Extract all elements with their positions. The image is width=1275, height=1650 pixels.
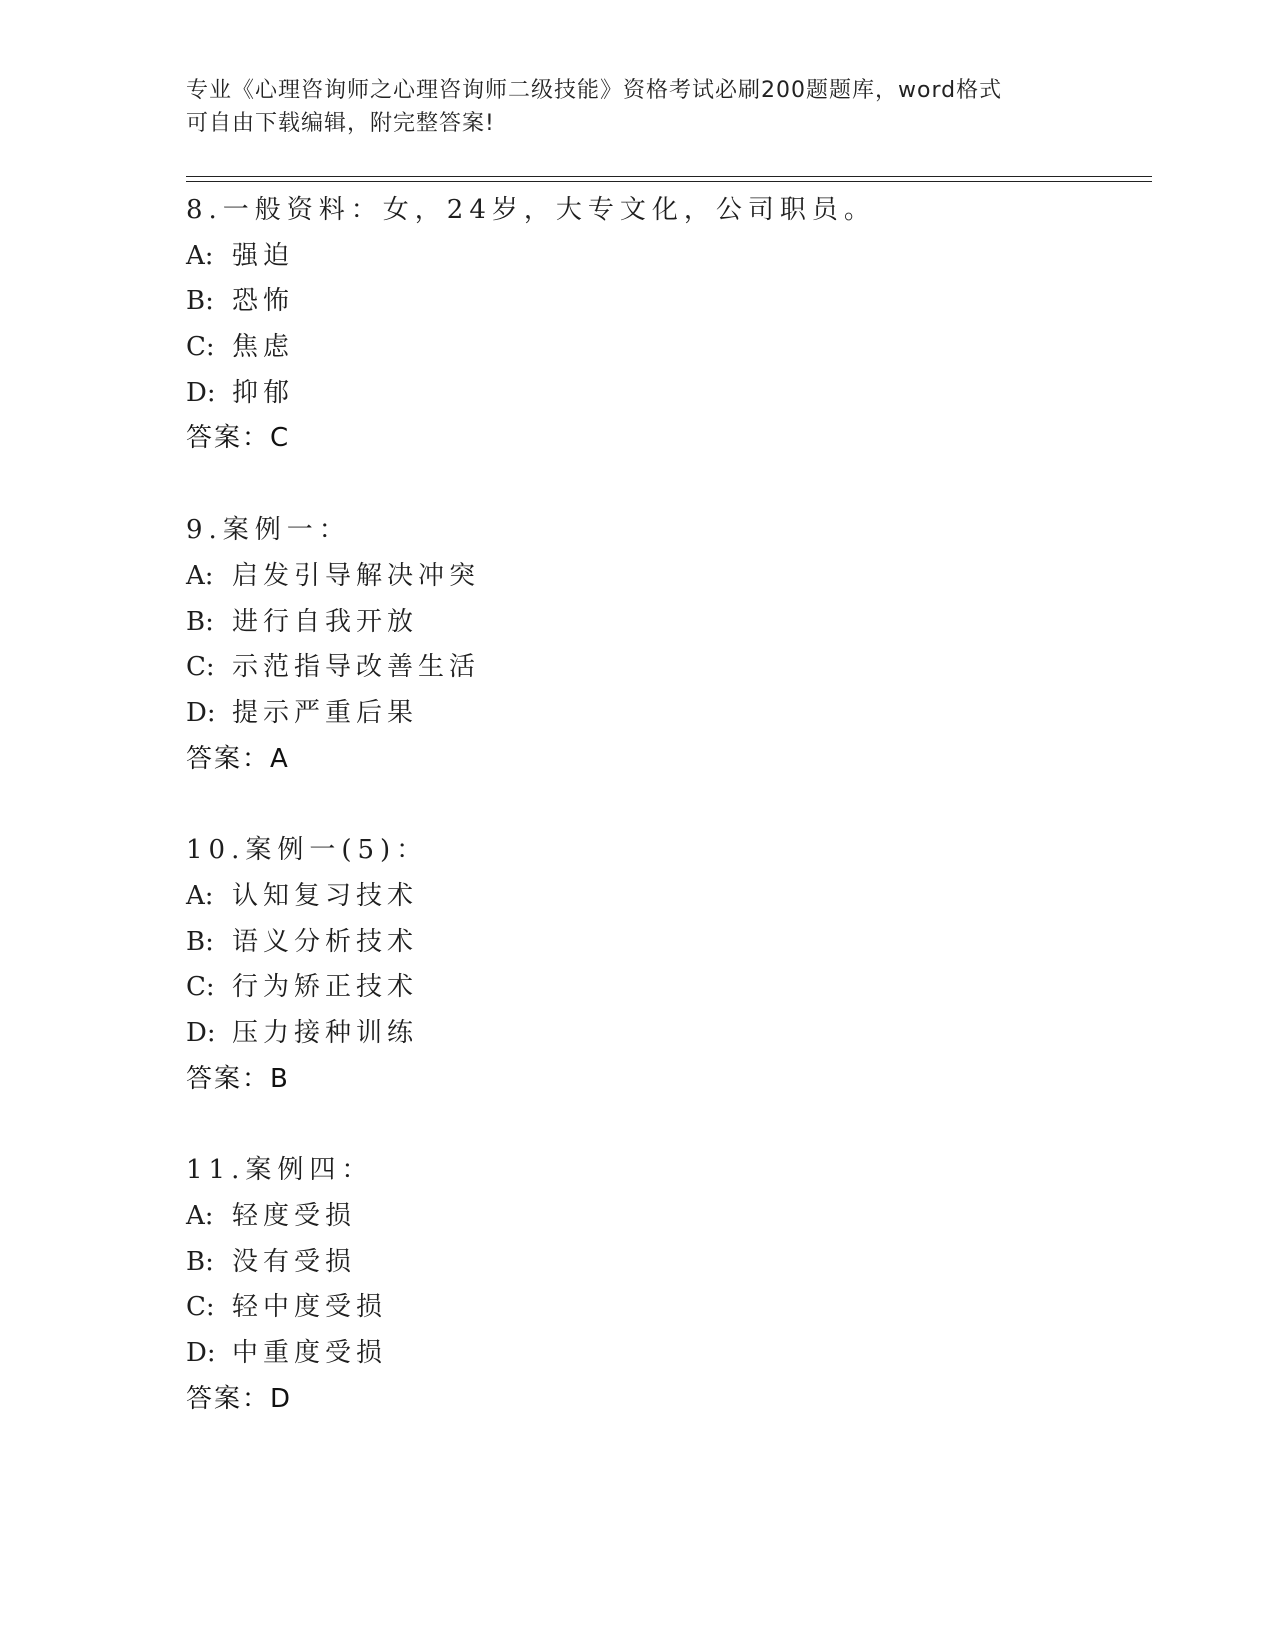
option-letter: C: (186, 332, 215, 363)
option-letter: D: (186, 1018, 216, 1048)
option-letter: B: (186, 606, 214, 637)
document-header (186, 74, 1086, 140)
answer-line: 答案：C (186, 423, 291, 454)
question-stem: 10.案例一(5)： (186, 835, 429, 866)
option-text: 语义分析技术 (232, 926, 419, 957)
option-letter: D: (186, 1338, 216, 1369)
option-c (186, 325, 1146, 371)
option-d (186, 691, 1146, 737)
option-d (186, 371, 1146, 417)
option-letter: B: (186, 1246, 214, 1277)
question-10 (186, 828, 1146, 1102)
option-text: 强迫 (232, 240, 295, 271)
option-letter: B: (186, 926, 214, 957)
answer-line: 答案：A (186, 743, 290, 774)
question-list (186, 188, 1146, 1469)
option-text: 认知复习技术 (232, 880, 419, 911)
option-c (186, 1285, 1146, 1331)
option-letter: A: (186, 1201, 214, 1232)
option-text: 中重度受损 (232, 1338, 388, 1369)
option-d (186, 1331, 1146, 1377)
option-text: 没有受损 (232, 1246, 357, 1277)
option-letter: C: (186, 1292, 215, 1323)
option-b (186, 1240, 1146, 1286)
option-text: 抑郁 (232, 377, 295, 408)
option-letter: A: (186, 880, 214, 911)
option-text: 轻度受损 (232, 1201, 357, 1232)
question-stem: 8.一般资料：女，24岁，大专文化，公司职员。 (186, 195, 876, 225)
option-text: 轻中度受损 (232, 1292, 388, 1323)
option-a (186, 874, 1146, 920)
option-c (186, 645, 1146, 691)
option-c (186, 965, 1146, 1011)
option-a (186, 234, 1146, 280)
option-a (186, 1194, 1146, 1240)
option-letter: C: (186, 652, 215, 683)
question-8 (186, 188, 1146, 462)
header-divider-top (186, 176, 1152, 177)
option-text: 压力接种训练 (232, 1018, 419, 1048)
option-text: 提示严重后果 (232, 697, 419, 728)
option-b (186, 920, 1146, 966)
option-letter: D: (186, 377, 216, 408)
question-stem: 11.案例四： (186, 1155, 374, 1186)
question-stem: 9.案例一： (186, 515, 351, 546)
option-b (186, 600, 1146, 646)
option-text: 进行自我开放 (232, 606, 419, 637)
option-d (186, 1011, 1146, 1057)
header-line-2: 可自由下载编辑，附完整答案! (186, 111, 495, 136)
question-9 (186, 508, 1146, 782)
option-text: 示范指导改善生活 (232, 652, 481, 683)
header-line-1: 专业《心理咨询师之心理咨询师二级技能》资格考试必刷200题题库，word格式 (186, 78, 1003, 103)
option-letter: C: (186, 972, 215, 1003)
option-text: 行为矫正技术 (232, 972, 419, 1003)
question-11 (186, 1148, 1146, 1422)
answer-line: 答案：D (186, 1383, 293, 1414)
option-letter: D: (186, 697, 216, 728)
option-letter: B: (186, 286, 214, 317)
header-divider-bottom (186, 181, 1152, 182)
option-letter: A: (186, 560, 214, 591)
option-letter: A: (186, 240, 214, 271)
option-text: 焦虑 (232, 332, 295, 363)
option-text: 恐怖 (232, 286, 295, 317)
answer-line: 答案：B (186, 1063, 290, 1094)
option-a (186, 554, 1146, 600)
option-text: 启发引导解决冲突 (232, 560, 481, 591)
option-b (186, 279, 1146, 325)
